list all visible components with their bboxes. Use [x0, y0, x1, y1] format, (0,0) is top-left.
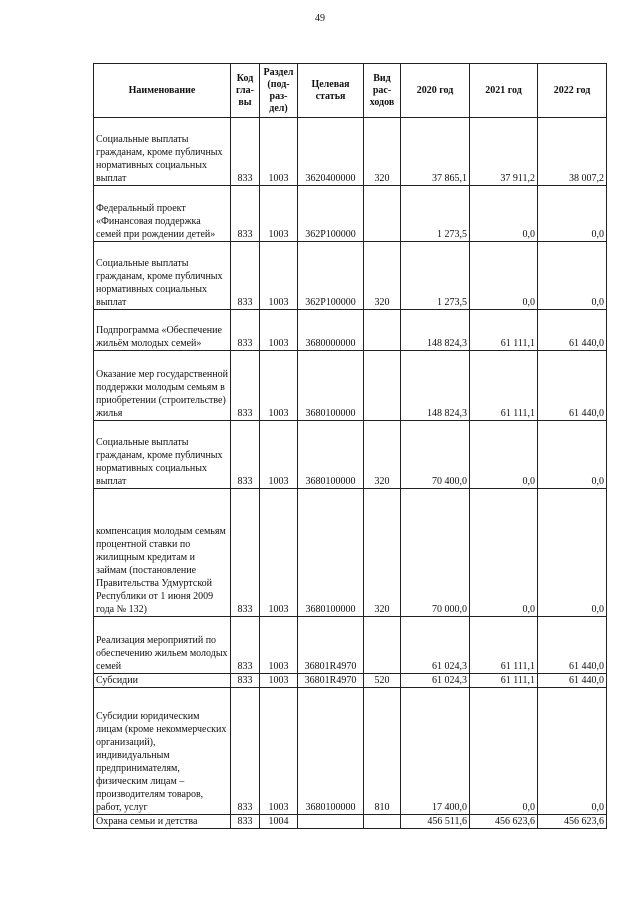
- row-code: 833: [231, 617, 260, 674]
- row-2021: 0,0: [470, 421, 538, 489]
- row-2020: 148 824,3: [401, 310, 470, 351]
- row-2020: 148 824,3: [401, 351, 470, 421]
- row-2022: 0,0: [538, 489, 607, 617]
- row-2020: 61 024,3: [401, 617, 470, 674]
- row-2022: 61 440,0: [538, 351, 607, 421]
- row-expense: [364, 186, 401, 242]
- row-2021: 0,0: [470, 186, 538, 242]
- table-row: [94, 351, 607, 421]
- row-expense: 320: [364, 489, 401, 617]
- row-name: Социальные выплаты гражданам, кроме публичных нормативных социальных выплат: [94, 242, 231, 310]
- row-2022: 0,0: [538, 688, 607, 815]
- row-section: 1003: [260, 489, 298, 617]
- row-expense: 520: [364, 674, 401, 688]
- table-row: [94, 186, 607, 242]
- row-name: Субсидии: [94, 674, 231, 688]
- row-2021: 61 111,1: [470, 674, 538, 688]
- row-section: 1003: [260, 242, 298, 310]
- row-2021: 61 111,1: [470, 351, 538, 421]
- table-row: [94, 310, 607, 351]
- row-code: 833: [231, 242, 260, 310]
- row-section: 1003: [260, 617, 298, 674]
- row-expense: 320: [364, 421, 401, 489]
- row-target: [298, 815, 364, 829]
- budget-table: [93, 63, 607, 829]
- row-expense: 320: [364, 118, 401, 186]
- row-section: 1003: [260, 688, 298, 815]
- page-number: 49: [315, 13, 325, 24]
- row-2022: 456 623,6: [538, 815, 607, 829]
- row-name: Социальные выплаты гражданам, кроме публичных нормативных социальных выплат: [94, 118, 231, 186]
- row-2021: 0,0: [470, 688, 538, 815]
- row-2020: 37 865,1: [401, 118, 470, 186]
- row-target: 362P100000: [298, 242, 364, 310]
- row-name: Реализация мероприятий по обеспечению жильем молодых семей: [94, 617, 231, 674]
- row-2022: 0,0: [538, 242, 607, 310]
- row-code: 833: [231, 815, 260, 829]
- table-row: [94, 688, 607, 815]
- table-row: [94, 674, 607, 688]
- row-2021: 0,0: [470, 242, 538, 310]
- row-target: 36801R4970: [298, 674, 364, 688]
- row-2022: 61 440,0: [538, 617, 607, 674]
- row-expense: [364, 617, 401, 674]
- row-2022: 61 440,0: [538, 674, 607, 688]
- row-name: Социальные выплаты гражданам, кроме публичных нормативных социальных выплат: [94, 421, 231, 489]
- row-name: Оказание мер государственной поддержки молодым семьям в приобретении (строительстве) жилья: [94, 351, 231, 421]
- row-name: Федеральный проект «Финансовая поддержка семей при рождении детей»: [94, 186, 231, 242]
- row-target: 3680100000: [298, 688, 364, 815]
- row-target: 3680100000: [298, 351, 364, 421]
- header-name: Наименование: [94, 64, 231, 118]
- table-row: [94, 421, 607, 489]
- row-2021: 456 623,6: [470, 815, 538, 829]
- header-section: Раздел (под- раз- дел): [260, 64, 298, 118]
- row-2021: 37 911,2: [470, 118, 538, 186]
- row-2020: 61 024,3: [401, 674, 470, 688]
- header-expense: Вид рас- ходов: [364, 64, 401, 118]
- row-section: 1003: [260, 310, 298, 351]
- row-section: 1003: [260, 674, 298, 688]
- row-2020: 456 511,6: [401, 815, 470, 829]
- row-target: 362P100000: [298, 186, 364, 242]
- row-name: Подпрограмма «Обеспечение жильём молодых семей»: [94, 310, 231, 351]
- row-code: 833: [231, 674, 260, 688]
- table-header-row: [94, 64, 607, 118]
- row-code: 833: [231, 118, 260, 186]
- row-expense: [364, 310, 401, 351]
- header-2022: 2022 год: [538, 64, 607, 118]
- row-2020: 1 273,5: [401, 186, 470, 242]
- row-code: 833: [231, 688, 260, 815]
- header-2020: 2020 год: [401, 64, 470, 118]
- row-expense: [364, 815, 401, 829]
- row-code: 833: [231, 421, 260, 489]
- table-row: [94, 815, 607, 829]
- row-2021: 61 111,1: [470, 310, 538, 351]
- row-section: 1003: [260, 186, 298, 242]
- row-target: 3680000000: [298, 310, 364, 351]
- row-section: 1003: [260, 351, 298, 421]
- row-name: компенсация молодым семьям процентной ставки по жилищным кредитам и займам (постановление Правительства Удмуртской Республики от 1 июня 2009 года № 132): [94, 489, 231, 617]
- row-2020: 1 273,5: [401, 242, 470, 310]
- row-code: 833: [231, 310, 260, 351]
- header-2021: 2021 год: [470, 64, 538, 118]
- row-code: 833: [231, 489, 260, 617]
- row-expense: [364, 351, 401, 421]
- row-2022: 61 440,0: [538, 310, 607, 351]
- row-section: 1003: [260, 421, 298, 489]
- row-target: 3680100000: [298, 421, 364, 489]
- table-row: [94, 242, 607, 310]
- header-target: Целевая статья: [298, 64, 364, 118]
- row-target: 36801R4970: [298, 617, 364, 674]
- row-2021: 61 111,1: [470, 617, 538, 674]
- row-section: 1004: [260, 815, 298, 829]
- row-2022: 0,0: [538, 186, 607, 242]
- row-expense: 320: [364, 242, 401, 310]
- row-target: 3620400000: [298, 118, 364, 186]
- table-row: [94, 118, 607, 186]
- table-row: [94, 489, 607, 617]
- row-2021: 0,0: [470, 489, 538, 617]
- row-2020: 70 400,0: [401, 421, 470, 489]
- row-name: Охрана семьи и детства: [94, 815, 231, 829]
- row-target: 3680100000: [298, 489, 364, 617]
- row-expense: 810: [364, 688, 401, 815]
- row-2020: 17 400,0: [401, 688, 470, 815]
- row-code: 833: [231, 351, 260, 421]
- table-row: [94, 617, 607, 674]
- row-2022: 0,0: [538, 421, 607, 489]
- header-code: Код гла- вы: [231, 64, 260, 118]
- row-2022: 38 007,2: [538, 118, 607, 186]
- row-2020: 70 000,0: [401, 489, 470, 617]
- row-section: 1003: [260, 118, 298, 186]
- row-name: Субсидии юридическим лицам (кроме некоммерческих организаций), индивидуальным предпринимателям, физическим лицам – производителям товаров, работ, услуг: [94, 688, 231, 815]
- row-code: 833: [231, 186, 260, 242]
